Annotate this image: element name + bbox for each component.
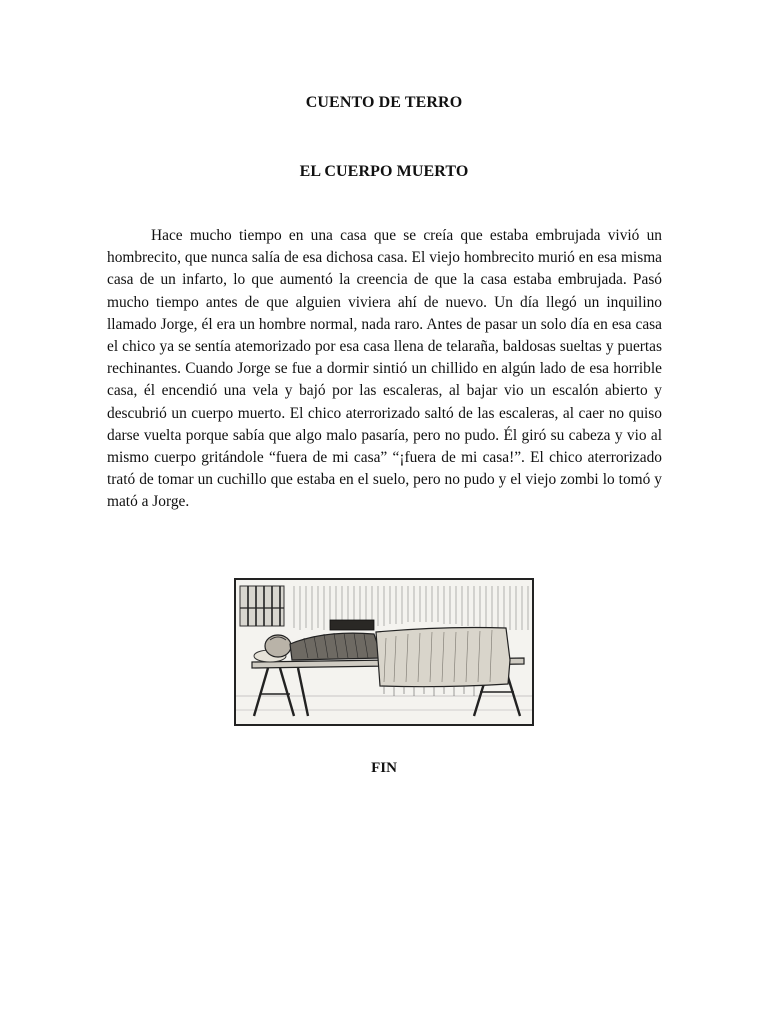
document-title: CUENTO DE TERRO: [305, 94, 463, 111]
story-title: EL CUERPO MUERTO: [299, 163, 469, 180]
story-paragraph: Hace mucho tiempo en una casa que se creía que estaba embrujada vivió un hombrecito, que nunca salía de esa dichosa casa. El viejo hombrecito murió en esa misma casa de un infarto, lo que aumentó la creencia de que la casa estaba embrujada. Pasó mucho tiempo antes de que alguien viviera ahí de nuevo. Un día llegó un inquilino llamado Jorge, él era un hombre normal, nada raro. Antes de pasar un solo día en esa casa el chico ya se sentía atemorizado por esa casa llena de telaraña, baldosas sueltas y puertas rechinantes. Cuando Jorge se fue a dormir sintió un chillido en algún lado de esa horrible casa, él encendió una vela y bajó por las escaleras, al bajar vio un escalón abierto y descubrió un cuerpo muerto. El chico aterrorizado saltó de las escaleras, al caer no quiso darse vuelta porque sabía que algo malo pasaría, pero no pudo. Él giró su cabeza y vio al mismo cuerpo gritándole “fuera de mi casa” “¡fuera de mi casa!”. El chico aterrorizado trató de tomar un cuchillo que estaba en el suelo, pero no pudo y el viejo zombi lo tomó y mató a Jorge.: [107, 227, 662, 511]
story-ending: FIN: [371, 760, 397, 776]
corpse-on-table-illustration: [234, 578, 534, 726]
